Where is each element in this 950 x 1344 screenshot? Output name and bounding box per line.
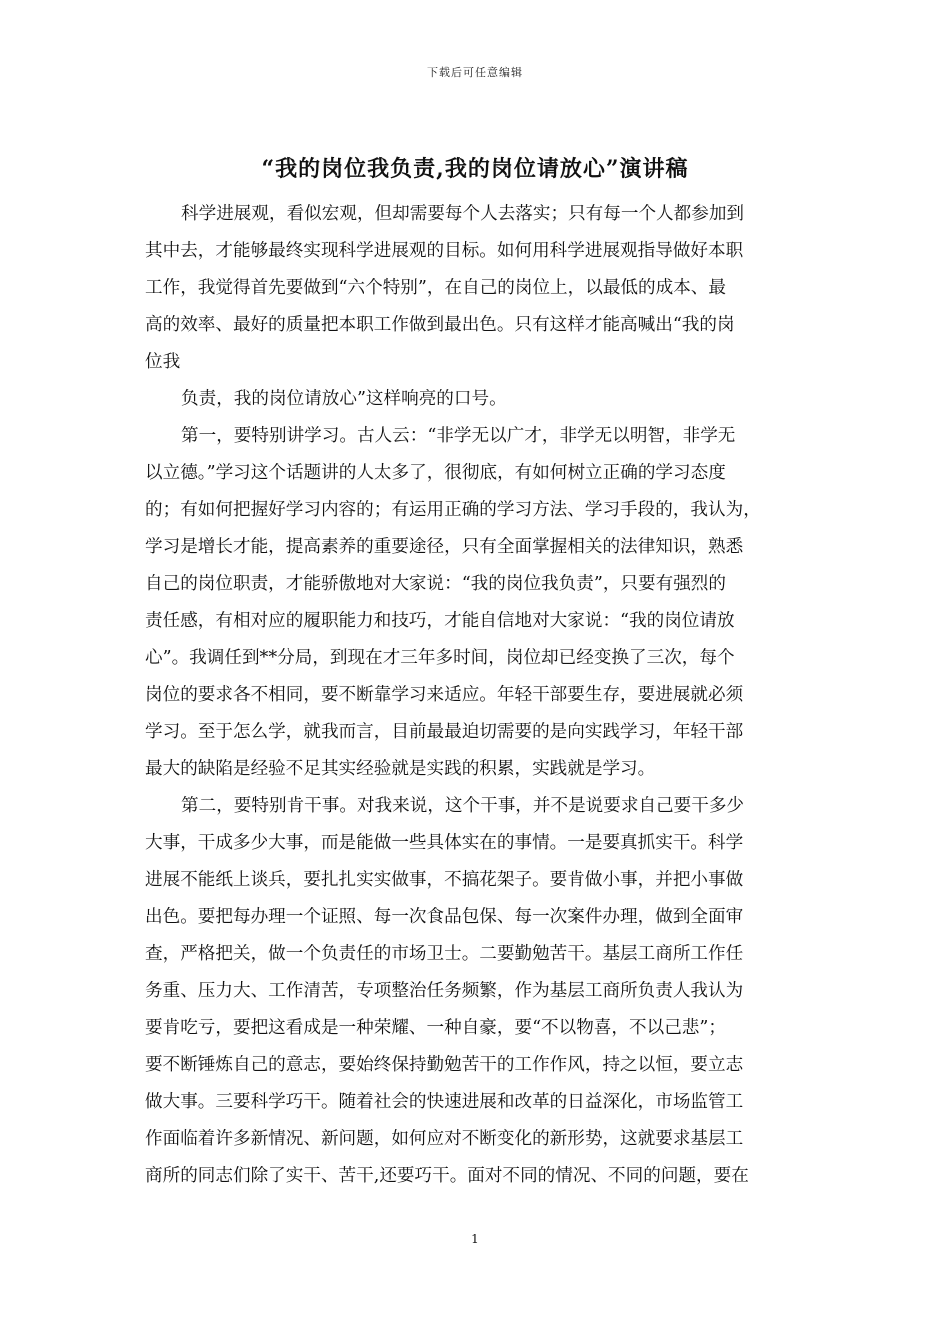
text-line: 科学进展观，看似宏观，但却需要每个人去落实；只有每一个人都参加到 [181,204,745,224]
document-title: “我的岗位我负责,我的岗位请放心”演讲稿 [261,156,689,182]
text-line: 做大事。三要科学巧干。随着社会的快速进展和改革的日益深化，市场监管工 [145,1092,744,1112]
text-line: 第一，要特别讲学习。古人云：“非学无以广才，非学无以明智，非学无 [181,426,736,446]
text-line: 高的效率、最好的质量把本职工作做到最出色。只有这样才能高喊出“我的岗 [145,315,735,335]
document-body [145,196,810,1195]
text-line: 的；有如何把握好学习内容的；有运用正确的学习方法、学习手段的，我认为， [145,500,761,520]
text-line: 要不断锤炼自己的意志，要始终保持勤勉苦干的工作作风，持之以恒，要立志 [145,1055,744,1075]
text-line: 学习是增长才能，提高素养的重要途径，只有全面掌握相关的法律知识，熟悉 [145,537,744,557]
text-line: 进展不能纸上谈兵，要扎扎实实做事，不搞花架子。要肯做小事，并把小事做 [145,870,744,890]
text-line: 大事，干成多少大事，而是能做一些具体实在的事情。一是要真抓实干。科学 [145,833,744,853]
text-line: 最大的缺陷是经验不足其实经验就是实践的积累，实践就是学习。 [145,759,656,779]
text-line: 工作，我觉得首先要做到“六个特别”，在自己的岗位上，以最低的成本、最 [145,278,726,298]
text-line: 负责，我的岗位请放心”这样响亮的口号。 [181,389,507,409]
text-line: 以立德。”学习这个话题讲的人太多了，很彻底，有如何树立正确的学习态度 [145,463,726,483]
text-line: 责任感，有相对应的履职能力和技巧，才能自信地对大家说：“我的岗位请放 [145,611,735,631]
text-line: 自己的岗位职责，才能骄傲地对大家说：“我的岗位我负责”，只要有强烈的 [145,574,726,594]
text-line: 查，严格把关，做一个负责任的市场卫士。二要勤勉苦干。基层工商所工作任 [145,944,744,964]
text-line: 要肯吃亏，要把这看成是一种荣耀、一种自豪，要“不以物喜，不以己悲”； [145,1018,726,1038]
text-line: 心”。我调任到**分局，到现在才三年多时间，岗位却已经变换了三次，每个 [145,648,735,668]
text-line: 作面临着许多新情况、新问题，如何应对不断变化的新形势，这就要求基层工 [145,1129,744,1149]
text-line: 位我 [145,352,181,372]
text-line: 岗位的要求各不相同，要不断靠学习来适应。年轻干部要生存，要进展就必须 [145,685,744,705]
text-line: 务重、压力大、工作清苦，专项整治任务频繁，作为基层工商所负责人我认为 [145,981,744,1001]
text-line: 商所的同志们除了实干、苦干,还要巧干。面对不同的情况、不同的问题，要在 [145,1166,749,1186]
page-number: 1 [471,1232,479,1246]
header-note: 下载后可任意编辑 [427,66,523,79]
text-line: 第二，要特别肯干事。对我来说，这个干事，并不是说要求自己要干多少 [181,796,745,816]
text-line: 出色。要把每办理一个证照、每一次食品包保、每一次案件办理，做到全面审 [145,907,744,927]
text-line: 学习。至于怎么学，就我而言，目前最最迫切需要的是向实践学习，年轻干部 [145,722,744,742]
text-line: 其中去，才能够最终实现科学进展观的目标。如何用科学进展观指导做好本职 [145,241,744,261]
